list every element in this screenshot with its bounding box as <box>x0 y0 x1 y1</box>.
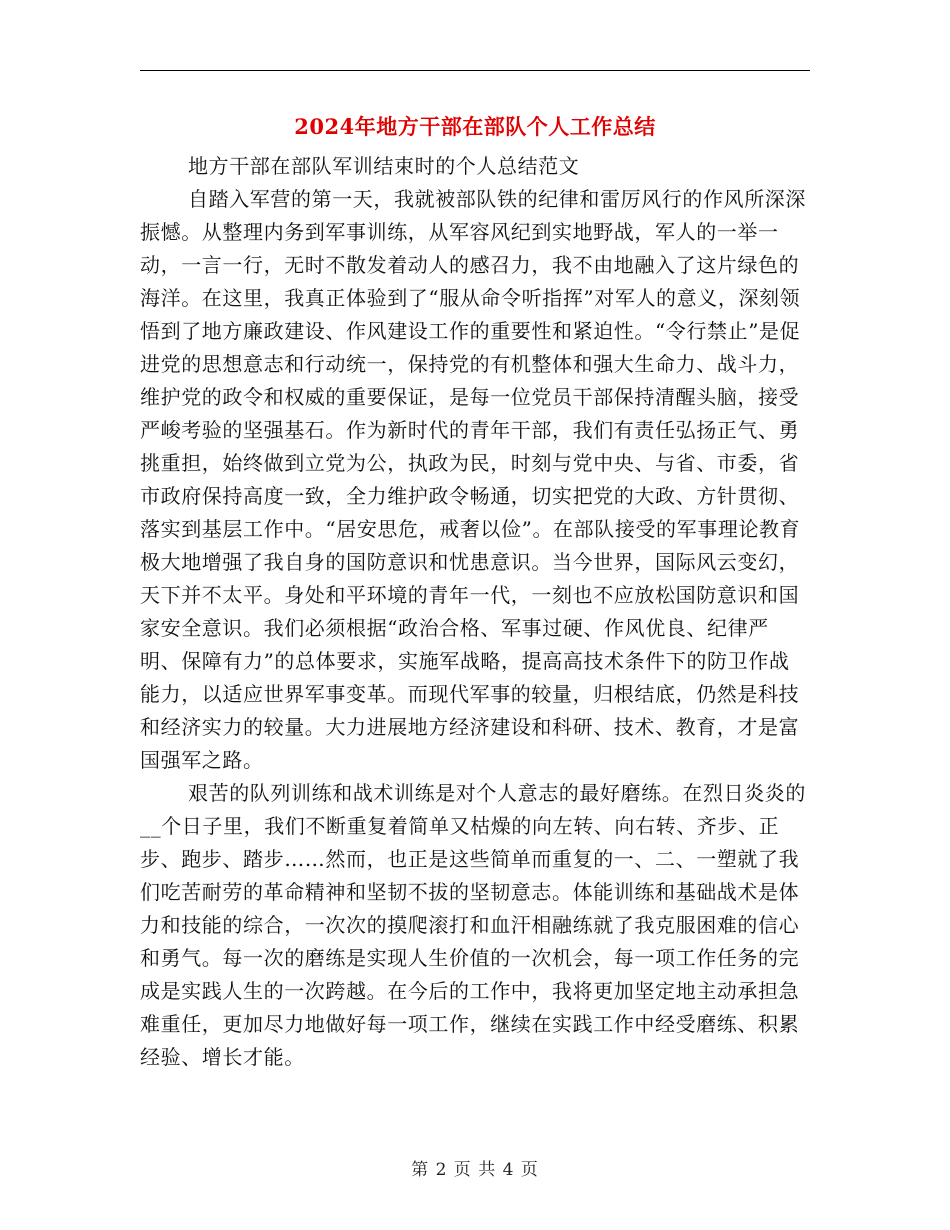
paragraph-1: 自踏入军营的第一天，我就被部队铁的纪律和雷厉风行的作风所深深振憾。从整理内务到军事训练，从军容风纪到实地野战，军人的一举一动，一言一行，无时不散发着动人的感召力，我不由地融入了这片绿色的海洋。在这里，我真正体验到了“服从命令听指挥”对军人的意义，深刻领悟到了地方廉政建设、作风建设工作的重要性和紧迫性。“令行禁止”是促进党的思想意志和行动统一，保持党的有机整体和强大生命力、战斗力，维护党的政令和权威的重要保证，是每一位党员干部保持清醒头脑，接受严峻考验的坚强基石。作为新时代的青年干部，我们有责任弘扬正气、勇挑重担，始终做到立党为公，执政为民，时刻与党中央、与省、市委，省市政府保持高度一致，全力维护政令畅通，切实把党的大政、方针贯彻、落实到基层工作中。“居安思危，戒奢以俭”。在部队接受的军事理论教育极大地增强了我自身的国防意识和忧患意识。当今世界，国际风云变幻，天下并不太平。身处和平环境的青年一代，一刻也不应放松国防意识和国家安全意识。我们必须根据“政治合格、军事过硬、作风优良、纪律严明、保障有力”的总体要求，实施军战略，提高高技术条件下的防卫作战能力，以适应世界军事变革。而现代军事的较量，归根结底，仍然是科技和经济实力的较量。大力进展地方经济建设和科研、技术、教育，才是富国强军之路。 <box>140 187 806 772</box>
paragraph-2: 艰苦的队列训练和战术训练是对个人意志的最好磨练。在烈日炎炎的__个日子里，我们不断重复着简单又枯燥的向左转、向右转、齐步、正步、跑步、踏步……然而，也正是这些简单而重复的一、二、一塑就了我们吃苦耐劳的革命精神和坚韧不拔的坚韧意志。体能训练和基础战术是体力和技能的综合，一次次的摸爬滚打和血汗相融练就了我克服困难的信心和勇气。每一次的磨练是实现人生价值的一次机会，每一项工作任务的完成是实践人生的一次跨越。在今后的工作中，我将更加坚定地主动承担急难重任，更加尽力地做好每一项工作，继续在实践工作中经受磨练、积累经验、增长才能。 <box>140 781 806 1069</box>
page-number-footer: 第 2 页 共 4 页 <box>411 1160 539 1180</box>
document-body <box>140 150 810 1074</box>
header-rule <box>140 70 810 71</box>
document-title: 2024年地方干部在部队个人工作总结 <box>294 114 656 139</box>
document-subtitle: 地方干部在部队军训结束时的个人总结范文 <box>188 154 580 178</box>
